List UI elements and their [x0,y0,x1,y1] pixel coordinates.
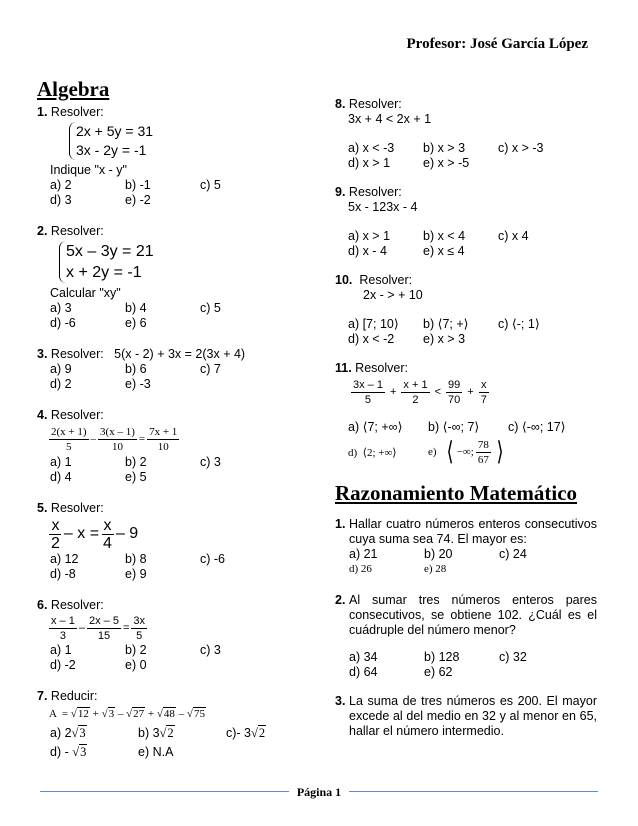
option-text: d) - [50,745,73,759]
equation: 2x + 5y = 31 [76,123,154,139]
numerator: 2x – 5 [88,614,119,627]
option[interactable]: d) 3 [50,193,72,207]
question-8 [335,97,597,171]
question-ask: Indique "x - y" [50,163,127,177]
option[interactable]: e) x > 3 [423,332,466,346]
denominator: 70 [448,393,461,406]
denominator: 4 [103,534,112,552]
radicand: 2 [167,726,174,740]
options [37,178,302,208]
option[interactable]: c) x 4 [498,229,529,243]
equation: x + 2y = -1 [66,264,142,281]
option-text: −∞; [456,446,474,458]
options [349,547,597,577]
expression: 2x - > + 10 [363,288,423,302]
options [335,141,597,171]
page-number-text: Página 1 [289,785,349,799]
option[interactable]: d) x - 4 [348,244,387,258]
question-number: 11. [335,361,352,375]
equation-system [69,122,302,160]
equation-system [59,241,302,283]
question-number: 3. [37,347,48,361]
question-4 [37,408,302,485]
option[interactable]: a) 9 [50,362,72,376]
question-text: Al sumar tres números enteros pares consecutivos, se obtiene 102. ¿Cuál es el cuádruple del número menor? [349,593,597,637]
operator: + [389,386,397,398]
page-number [0,785,638,800]
option[interactable]: e) 62 [424,665,453,679]
option[interactable]: e) -3 [125,377,151,391]
option[interactable]: c) 5 [200,178,221,192]
numerator: x [103,516,112,534]
radicand: 2 [258,726,266,740]
radicand: 3 [79,726,86,740]
option[interactable] [428,437,505,467]
option[interactable]: c) 24 [499,547,527,561]
denominator: 15 [97,629,111,642]
question-text: Resolver: [348,185,402,199]
option[interactable]: a) 1 [50,643,72,657]
denominator: 7 [480,393,487,406]
operator: – [117,708,124,720]
denominator: 10 [157,440,169,453]
equation [37,423,302,455]
numerator: 78 [477,438,489,451]
question-number: 2. [37,224,48,238]
numerator: 3(x – 1) [100,425,135,438]
numerator: x [51,516,60,534]
question-3 [37,347,302,392]
question-text: Resolver: [348,97,402,111]
equation [37,613,302,643]
numerator: x – 1 [51,614,75,627]
equation [335,376,597,408]
option[interactable]: e) 0 [125,658,147,672]
question-text: Resolver: [355,361,408,375]
expression: 3x + 4 < 2x + 1 [348,112,432,126]
options [37,552,302,582]
denominator: 10 [111,440,123,453]
question-text: Resolver: [50,408,104,422]
question-text: Reducir: [50,689,98,703]
options [37,724,302,762]
question-text: La suma de tres números es 200. El mayor excede al del medio en 32 y al menor en 65, hallar el número intermedio. [349,694,597,738]
radicand: 12 [77,708,89,720]
radicand: 3 [108,708,115,720]
option[interactable]: c) 5 [200,301,221,315]
question-7 [37,689,302,762]
option[interactable]: d) ⟨2; +∞⟩ [348,446,397,459]
options [335,420,597,435]
question-number: 10. [335,273,353,287]
question-2 [37,224,302,331]
expression: 5x - 123x - 4 [348,200,418,214]
options [37,301,302,331]
reasoning-question-3 [335,694,597,739]
option[interactable]: b) ⟨7; +⟩ [423,317,469,331]
option[interactable]: a) x < -3 [348,141,395,155]
denominator: 2 [51,534,60,552]
option[interactable]: d) x < -2 [348,332,395,346]
question-ask: Calcular "xy" [50,286,121,300]
option[interactable]: e) 6 [125,316,147,330]
denominator: 5 [136,629,143,642]
operator: + [92,708,99,720]
denominator: 5 [364,393,372,406]
denominator: 5 [66,440,72,453]
operator: + [467,386,474,398]
operator: = [138,433,146,445]
right-column [335,97,597,739]
option[interactable]: b) 4 [125,301,147,315]
options-row [335,435,597,469]
option[interactable]: d) x > 1 [348,156,391,170]
question-text: Resolver: [50,105,104,119]
option[interactable]: a) x > 1 [348,229,391,243]
numerator: 3x – 1 [353,378,383,391]
operator: – [90,433,97,445]
option-text: b) 3 [138,726,160,740]
question-number: 4. [37,408,48,422]
option[interactable]: b) 3√2 [138,726,174,740]
operator: < [434,386,441,398]
radicand: 3 [80,745,87,759]
option-text: c)- 3 [226,726,251,740]
option[interactable]: d) - √3 [50,745,87,759]
option[interactable]: b) x < 4 [423,229,466,243]
option-text: a) 2 [50,726,72,740]
option[interactable]: b) 6 [125,362,147,376]
option[interactable]: d) -2 [50,658,76,672]
question-number: 2. [335,593,346,607]
option[interactable]: b) 2 [125,455,147,469]
question-9 [335,185,597,259]
numerator: x [481,378,487,391]
option[interactable]: e) N.A [138,745,174,759]
option[interactable]: d) 2 [50,377,72,391]
option[interactable]: e) x ≤ 4 [423,244,465,258]
option[interactable]: b) 2 [125,643,147,657]
question-number: 5. [37,501,48,515]
question-number: 6. [37,598,48,612]
option[interactable]: a) ⟨7; +∞⟩ [348,420,403,434]
denominator: 67 [477,453,489,466]
option-text: e) [428,446,437,458]
question-text: Resolver: [359,273,413,287]
question-1 [37,105,302,208]
option[interactable]: b) 8 [125,552,147,566]
denominator: 3 [59,629,66,642]
option[interactable]: a) 21 [349,547,378,561]
option[interactable]: d) 64 [349,665,378,679]
option[interactable]: c) 7 [200,362,221,376]
option[interactable]: d) 4 [50,470,72,484]
question-text: Resolver: [50,501,104,515]
right-angle-bracket: ⟩ [496,437,504,466]
question-5 [37,501,302,582]
option[interactable]: b) ⟨-∞; 7⟩ [428,420,480,434]
operator: – 9 [115,525,139,542]
option[interactable]: b) x > 3 [423,141,466,155]
option[interactable]: c)- 3√2 [226,726,266,740]
denominator: 2 [412,393,419,406]
option[interactable]: d) 26 [349,563,372,575]
numerator: x + 1 [403,378,428,391]
options [349,650,597,680]
option[interactable]: a) 2 [50,178,72,192]
option[interactable]: c) ⟨-; 1⟩ [498,317,540,331]
question-number: 1. [335,517,346,531]
radicand: 48 [163,708,175,720]
question-6 [37,598,302,673]
equation: A = √12 + √3 – √27 + √48 – √75 [49,708,205,720]
option[interactable]: e) x > -5 [423,156,470,170]
option[interactable]: e) 5 [125,470,147,484]
equation [37,516,302,552]
reasoning-question-2 [335,593,597,680]
numerator: 99 [448,378,461,391]
option[interactable]: d) -6 [50,316,76,330]
option[interactable]: c) 3 [200,643,221,657]
option[interactable]: e) 28 [424,563,447,575]
question-text: Hallar cuatro números enteros consecutivos cuya suma sea 74. El mayor es: [349,517,597,546]
reasoning-question-1 [335,517,597,577]
equation: 3x - 2y = -1 [76,142,147,158]
option[interactable]: c) 32 [499,650,527,664]
option[interactable]: c) ⟨-∞; 17⟩ [508,420,566,434]
numerator: 3x [133,614,146,627]
left-angle-bracket: ⟨ [446,437,454,466]
question-number: 1. [37,105,48,119]
option[interactable]: a) 3 [50,301,72,315]
professor-header: Profesor: José García López [406,36,588,52]
operator: – x = [63,525,100,542]
question-text: Resolver: 5(x - 2) + 3x = 2(3x + 4) [50,347,246,361]
option[interactable]: a) 12 [50,552,79,566]
option[interactable]: c) -6 [200,552,225,566]
option[interactable]: a) 2√3 [50,726,86,740]
option[interactable]: c) 3 [200,455,221,469]
numerator: 7x + 1 [149,425,178,438]
options [37,362,302,392]
operator: – [78,622,85,634]
option[interactable]: a) 1 [50,455,72,469]
options [335,317,597,347]
question-number: 3. [335,694,346,708]
question-text: Resolver: [50,598,104,612]
option[interactable]: a) [7; 10⟩ [348,317,399,331]
options [335,229,597,259]
question-number: 8. [335,97,346,111]
radicand: 27 [133,708,145,720]
radicand: 75 [193,708,205,720]
left-column [37,77,302,762]
operator: – [178,708,185,720]
question-number: 7. [37,689,48,703]
option[interactable]: b) -1 [125,178,151,192]
question-11 [335,361,597,469]
options [37,643,302,673]
equation: 5x – 3y = 21 [66,243,154,260]
expression-label: A = [49,708,69,720]
question-10 [335,273,597,347]
numerator: 2(x + 1) [51,425,87,438]
section-title-algebra: Algebra [37,77,110,101]
option[interactable]: c) x > -3 [498,141,544,155]
option[interactable]: e) 9 [125,567,147,581]
option[interactable]: e) -2 [125,193,151,207]
question-number: 9. [335,185,346,199]
operator: + [147,708,155,720]
option[interactable]: b) 128 [424,650,460,664]
option[interactable]: b) 20 [424,547,453,561]
section-title-razonamiento: Razonamiento Matemático [335,481,578,505]
operator: = [122,622,130,634]
question-text: Resolver: [50,224,104,238]
option[interactable]: d) -8 [50,567,76,581]
option[interactable]: a) 34 [349,650,378,664]
options [37,455,302,485]
